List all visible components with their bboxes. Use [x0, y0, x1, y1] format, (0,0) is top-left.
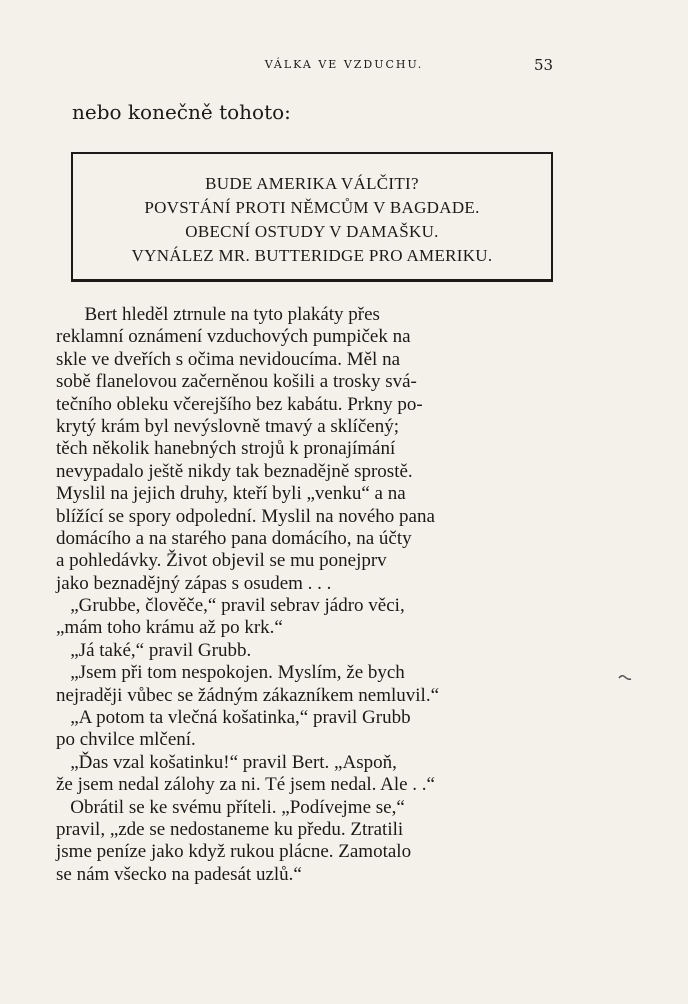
poster-line: VYNÁLEZ MR. BUTTERIDGE PRO AMERIKU. [131, 246, 493, 265]
text-line: těch několik hanebných strojů k pronajímání [56, 438, 396, 460]
text-line: domácího a na starého pana domácího, na účty [56, 527, 412, 549]
text-line: že jsem nedal zálohy za ni. Té jsem nedal. Ale . .“ [56, 774, 435, 796]
text-line: „Jsem při tom nespokojen. Myslím, že bych [56, 662, 405, 684]
text-line: blížící se spory odpolední. Myslil na nového pana [56, 505, 435, 527]
text-line: „mám toho krámu až po krk.“ [56, 617, 283, 639]
poster-line: POVSTÁNÍ PROTI NĚMCŮM V BAGDADE. [144, 198, 480, 217]
text-line: jsme peníze jako když rukou plácne. Zamotalo [56, 841, 412, 863]
poster-headlines [73, 172, 551, 268]
text-line: „Ďas vzal košatinku!“ pravil Bert. „Aspoň, [56, 751, 397, 773]
text-line: „Grubbe, člověče,“ pravil sebrav jádro věci, [56, 595, 405, 617]
text-line: nejraději vůbec se žádným zákazníkem nemluvil.“ [56, 684, 440, 706]
text-line: „Já také,“ pravil Grubb. [56, 639, 252, 661]
page-number: 53 [534, 56, 554, 74]
text-line: Myslil na jejich druhy, kteří byli „venku“ a na [56, 483, 406, 505]
text-line: po chvilce mlčení. [56, 729, 196, 751]
text-line: Bert hleděl ztrnule na tyto plakáty přes [56, 304, 380, 325]
text-line: „A potom ta vlečná košatinka,“ pravil Grubb [56, 707, 411, 729]
poster-box [71, 152, 553, 282]
text-line: se nám všecko na padesát uzlů.“ [56, 863, 302, 885]
text-line: reklamní oznámení vzduchových pumpiček na [56, 326, 411, 348]
text-line: Obrátil se ke svému příteli. „Podívejme se,“ [56, 796, 405, 818]
text-line: nevypadalo ještě nikdy tak beznadějně sprostě. [56, 460, 413, 482]
poster-line: OBECNÍ OSTUDY V DAMAŠKU. [185, 222, 439, 241]
text-line: skle ve dveřích s očima nevidoucíma. Měl na [56, 348, 401, 370]
body-text [56, 304, 546, 886]
intro-line: nebo konečně tohoto: [72, 100, 291, 124]
text-line: krytý krám byl nevýslovně tmavý a sklíčený; [56, 415, 399, 437]
poster-line: BUDE AMERIKA VÁLČITI? [205, 174, 419, 193]
text-line: pravil, „zde se nedostaneme ku předu. Ztratili [56, 818, 404, 840]
text-line: sobě flanelovou začerněnou košili a trosky svá- [56, 371, 417, 393]
text-line: tečního obleku včerejšího bez kabátu. Prkny po- [56, 393, 423, 415]
ink-spot [618, 673, 632, 683]
text-line: jako beznadějný zápas s osudem . . . [56, 572, 332, 594]
text-line: a pohledávky. Život objevil se mu ponejprv [56, 550, 387, 572]
running-head: VÁLKA VE VZDUCHU. [264, 58, 424, 71]
